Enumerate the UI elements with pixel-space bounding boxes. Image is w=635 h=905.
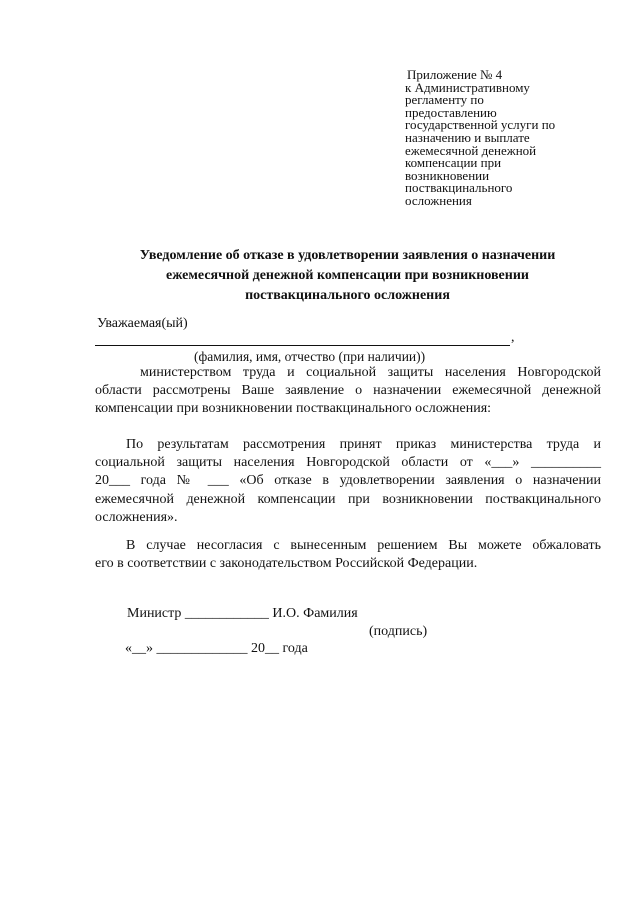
title-line: ежемесячной денежной компенсации при возникновении [166,268,529,283]
document-title [95,246,600,306]
appendix-line: регламенту по [405,92,484,108]
paragraph-line: его в соответствии с законодательством Российской Федерации. [95,556,478,572]
title-line: Уведомление об отказе в удовлетворении заявления о назначении [139,248,556,263]
appendix-line: Приложение № 4 [407,67,503,82]
paragraph-line: области рассмотрены Ваше заявление о назначении ежемесячной денежной [95,383,601,399]
paragraph-line: По результатам рассмотрения принят приказ министерства труда и [126,437,601,452]
appendix-line: к Административному [405,79,530,95]
appendix-line: предоставлению [405,104,497,120]
paragraph-line: В случае несогласия с вынесенным решением Вы можете обжаловать [126,538,601,553]
paragraph-line: компенсации при возникновении поствакцинального осложнения: [95,401,492,417]
appendix-line: ежемесячной денежной [405,142,537,158]
paragraph-decision [95,436,601,527]
paragraph-line: 20___ года № ___ «Об отказе в удовлетворении заявления о назначении [95,473,601,489]
recipient-fill-line [95,345,510,346]
paragraph-line: осложнения». [95,509,178,525]
appendix-line: осложнения [405,192,472,208]
paragraph-appeal [95,537,601,573]
paragraph-review-notice [95,364,601,419]
appendix-line: поствакцинального [405,180,513,196]
appendix-line: компенсации при [405,155,502,171]
signature-date-line: «__» _____________ 20__ года [125,641,308,656]
appendix-line: государственной услуги по [405,117,556,133]
appendix-header [405,69,605,208]
paragraph-line: ежемесячной денежной компенсации при возникновении поствакцинального [95,491,601,507]
minister-signature-line: Министр ____________ И.О. Фамилия [127,606,358,621]
paragraph-line: министерством труда и социальной защиты населения Новгородской [140,365,601,380]
appendix-line: назначению и выплате [405,129,530,145]
recipient-caption: (фамилия, имя, отчество (при наличии)) [194,349,426,364]
signature-caption: (подпись) [369,624,428,639]
recipient-comma: , [511,330,515,345]
appendix-line: возникновении [405,167,490,183]
title-line: поствакцинального осложнения [245,288,450,303]
paragraph-line: социальной защиты населения Новгородской области от «___» __________ [95,455,601,471]
greeting: Уважаемая(ый) [97,316,188,331]
